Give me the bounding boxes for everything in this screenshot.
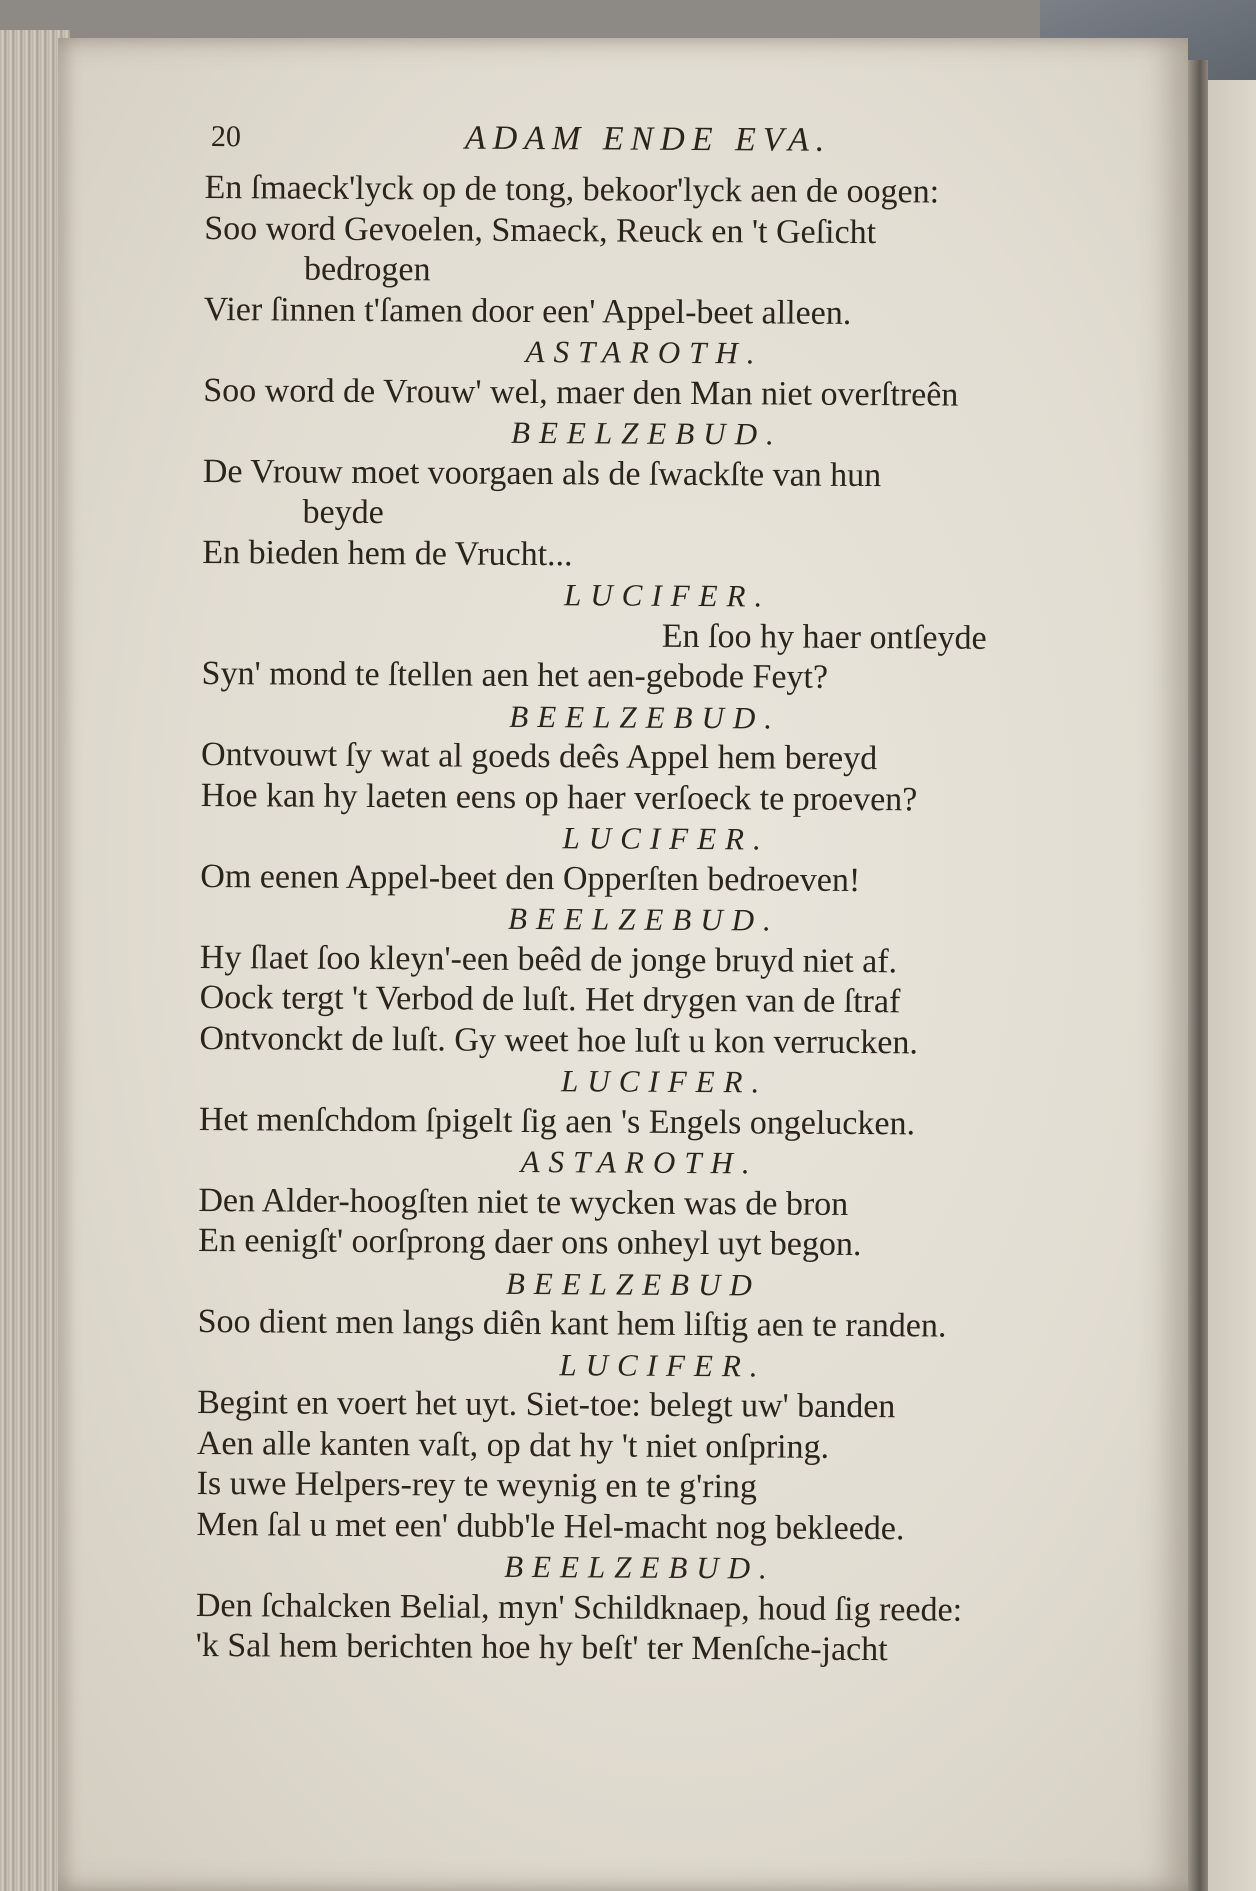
verse-line: Hoe kan hy laeten eens op haer verſoeck te proeven? <box>200 776 918 818</box>
verse-line: Soo dient men langs diên kant hem liſtig aen te randen. <box>197 1302 947 1345</box>
verse-line: Begint en voert het uyt. Siet-toe: belegt uw' banden <box>197 1383 896 1426</box>
speaker-heading: BEELZEBUD. <box>508 900 780 938</box>
page-text-block <box>196 118 1190 1672</box>
speaker-heading: ASTAROTH. <box>520 1143 759 1181</box>
verse-turnover: bedrogen <box>303 250 431 289</box>
speaker-heading: BEELZEBUD. <box>510 414 783 452</box>
verse-line: En ſmaeck'lyck op de tong, bekoor'lyck aen de oogen: <box>204 168 940 211</box>
verse-line: Soo word de Vrouw' wel, maer den Man niet overſtreên <box>203 371 959 414</box>
speaker-heading: BEELZEBUD. <box>509 698 782 736</box>
verse-line: Den ſchalcken Belial, myn' Schildknaep, houd ſig reede: <box>195 1586 963 1629</box>
book-gutter <box>1188 60 1208 1891</box>
verse-line: Vier ſinnen t'ſamen door een' Appel-beet alleen. <box>203 290 852 332</box>
facing-page-edge <box>1208 80 1256 1891</box>
verse-line: Oock tergt 't Verbod de luſt. Het drygen van de ſtraf <box>199 978 901 1021</box>
speaker-heading: BEELZEBUD <box>505 1265 761 1302</box>
verse-line: En eenigſt' oorſprong daer ons onheyl uyt begon. <box>198 1221 862 1264</box>
verse-half-line: En ſoo hy haer ontſeyde <box>661 617 987 657</box>
verse-line: 'k Sal hem berichten hoe hy beſt' ter Menſche-jacht <box>195 1626 888 1669</box>
speaker-heading: LUCIFER. <box>561 1063 769 1100</box>
play-text <box>196 168 1190 1672</box>
verse-line: Syn' mond te ſtellen aen het aen-gebode Feyt? <box>201 654 829 696</box>
speaker-heading: LUCIFER. <box>563 577 772 614</box>
page-number: 20 <box>210 120 241 154</box>
verse-line: Het menſchdom ſpigelt ſig aen 's Engels ongelucken. <box>198 1100 916 1142</box>
speaker-heading: LUCIFER. <box>559 1346 767 1383</box>
verse-line: Den Alder-hoogſten niet te wycken was de bron <box>198 1181 849 1223</box>
verse-line: Is uwe Helpers-rey te weynig en te g'ring <box>196 1464 758 1506</box>
speaker-heading: BEELZEBUD. <box>504 1548 776 1586</box>
running-head <box>205 118 1190 170</box>
verse-line: Ontvouwt ſy wat al goeds deês Appel hem bereyd <box>200 735 878 778</box>
speaker-heading: LUCIFER. <box>562 820 770 857</box>
verse-line: Ontvonckt de luſt. Gy weet hoe luſt u kon verrucken. <box>199 1019 919 1061</box>
verse-line: Aen alle kanten vaſt, op dat hy 't niet onſpring. <box>196 1424 830 1466</box>
verse-turnover: beyde <box>302 493 384 532</box>
speaker-heading: ASTAROTH. <box>525 333 764 371</box>
running-title: ADAM ENDE EVA. <box>464 119 832 159</box>
verse-line: Hy ſlaet ſoo kleyn'-een beêd de jonge bruyd niet af. <box>199 938 898 980</box>
verse-line: Om eenen Appel-beet den Opperſten bedroeven! <box>200 857 861 899</box>
verse-line: De Vrouw moet voorgaen als de ſwackſte van hun <box>202 452 882 494</box>
verse-line: En bieden hem de Vrucht... <box>202 533 573 573</box>
verse-line: Men ſal u met een' dubb'le Hel-macht nog bekleede. <box>196 1505 905 1547</box>
verse-line: Soo word Gevoelen, Smaeck, Reuck en 't Geſicht <box>204 209 877 251</box>
